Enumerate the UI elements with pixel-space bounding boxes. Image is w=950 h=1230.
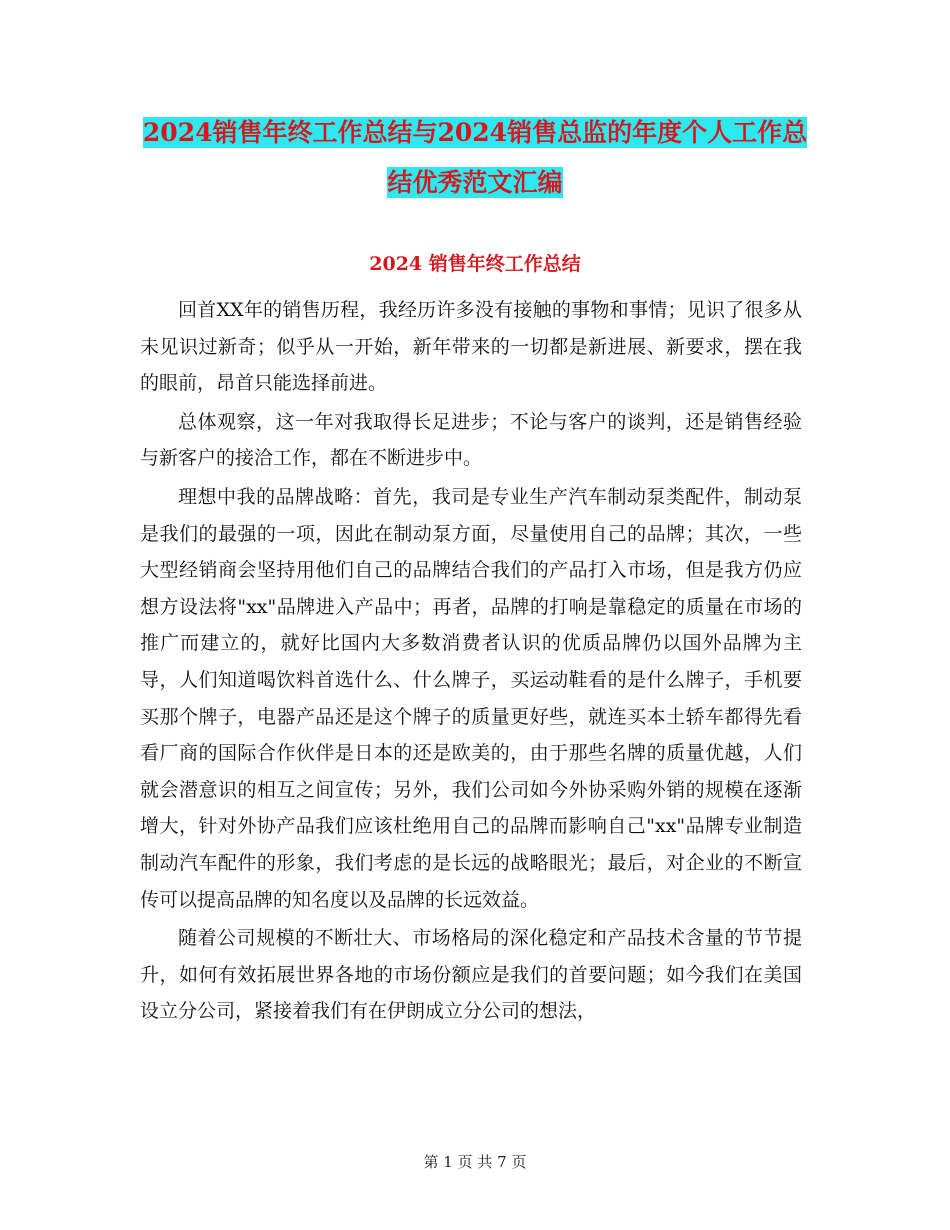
paragraph: 理想中我的品牌战略：首先，我司是专业生产汽车制动泵类配件，制动泵是我们的最强的一项，因此在制动泵方面，尽量使用自己的品牌；其次，一些大型经销商会坚持用他们自己的品牌结合我们的产品打入市场，但是我方仍应想方设法将"xx"品牌进入产品中；再者，品牌的打响是靠稳定的质量在市场的推广而建立的，就好比国内大多数消费者认识的优质品牌仍以国外品牌为主导，人们知道喝饮料首选什么、什么牌子，买运动鞋看的是什么牌子，手机要买那个牌子，电器产品还是这个牌子的质量更好些，就连买本土轿车都得先看看厂商的国际合作伙伴是日本的还是欧美的，由于那些名牌的质量优越，人们就会潜意识的相互之间宣传；另外，我们公司如今外协采购外销的规模在逐渐增大，针对外协产品我们应该杜绝用自己的品牌而影响自己"xx"品牌专业制造制动汽车配件的形象，我们考虑的是长远的战略眼光；最后，对企业的不断宣传可以提高品牌的知名度以及品牌的长远效益。 — [140, 485, 802, 911]
document-title — [140, 108, 810, 208]
paragraph: 总体观察，这一年对我取得长足进步；不论与客户的谈判，还是销售经验与新客户的接洽工作，都在不断进步中。 — [140, 410, 802, 470]
document-title-text: 2024销售年终工作总结与2024销售总监的年度个人工作总结优秀范文汇编 — [142, 118, 808, 197]
section-heading: 2024 销售年终工作总结 — [369, 253, 581, 275]
paragraph: 随着公司规模的不断壮大、市场格局的深化稳定和产品技术含量的节节提升，如何有效拓展世界各地的市场份额应是我们的首要问题；如今我们在美国设立分公司，紧接着我们有在伊朗成立分公司的想法， — [140, 927, 802, 1023]
document-body — [140, 292, 802, 1032]
paragraph: 回首XX年的销售历程，我经历许多没有接触的事物和事情；见识了很多从未见识过新奇；似乎从一开始，新年带来的一切都是新进展、新要求，摆在我的眼前，昂首只能选择前进。 — [140, 299, 802, 395]
page-number-footer: 第 1 页 共 7 页 — [423, 1153, 527, 1171]
